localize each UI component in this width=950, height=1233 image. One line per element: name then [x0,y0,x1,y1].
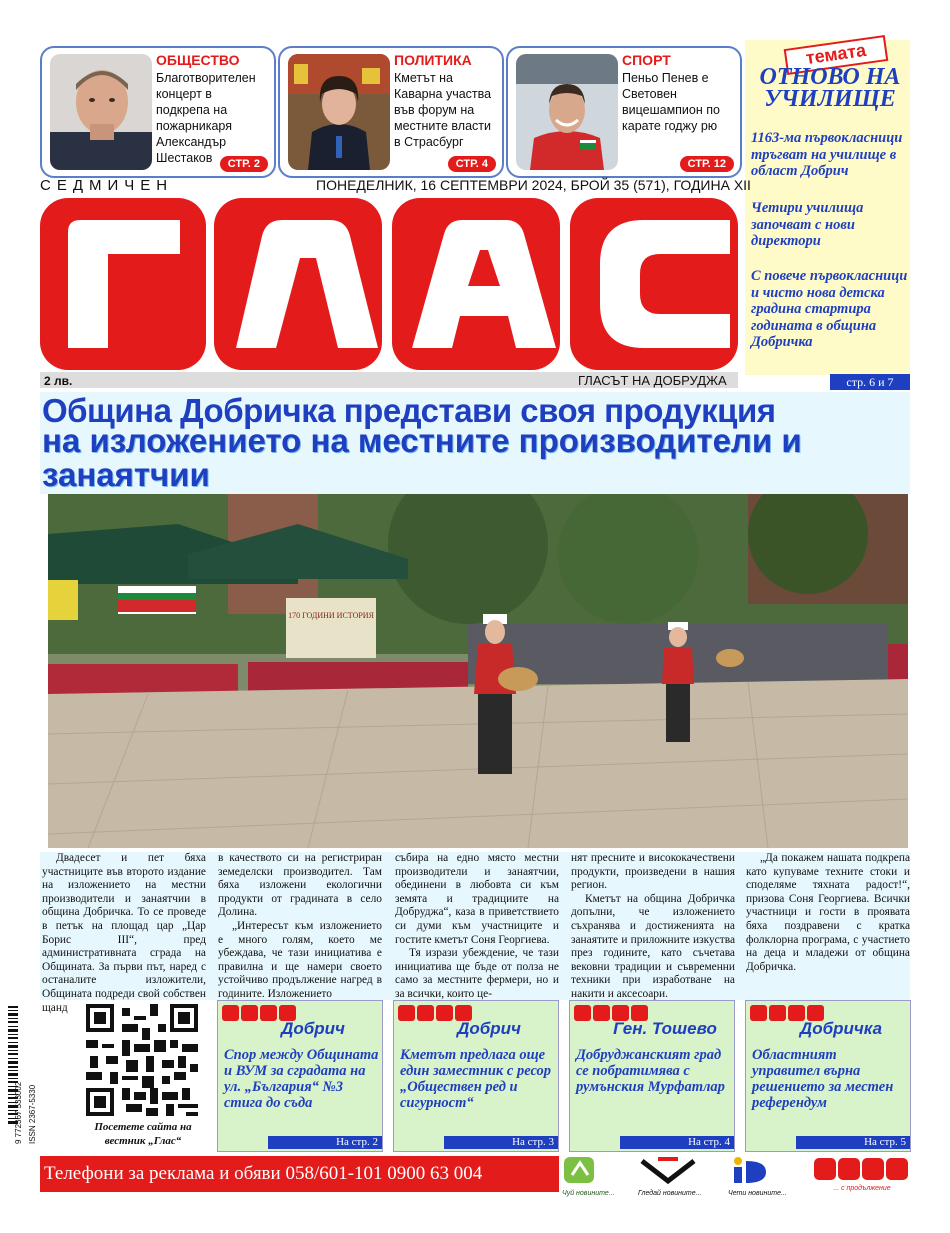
article-paragraph: „Интересът към изложението е много голям, което ме убеждава, че тази инициатива е правилна и ще намери своето устойчиво продължение нагред в годините. Изложението [218,919,382,1000]
article-paragraph: събира на едно място местни производители и занаятчии, обединени в любовта си към земята и традициите на Добруджа“, каза в приветствието си думи към участниците и гостите кметът Соня Георгиева. [395,852,559,946]
headline-line-1[interactable]: Община Добричка представи своя продукция [42,392,776,429]
qr-code[interactable] [86,1004,198,1116]
teaser-category: ОБЩЕСТВО [156,52,240,68]
local-box-ref[interactable]: На стр. 5 [796,1136,910,1149]
local-box-place: Ген. Тошево [613,1019,717,1038]
local-box-ref[interactable]: На стр. 3 [444,1136,558,1149]
masthead-issue: ПОНЕДЕЛНИК, 16 СЕПТЕМВРИ 2024, БРОЙ 35 (571), ГОДИНА XII [316,177,751,193]
article-paragraph: в качеството си на регистриран земеделски производител. Там бяха изложени екологични продукти от градината в село Долина. [218,852,382,919]
temata-page-ref[interactable]: стр. 6 и 7 [830,374,910,390]
local-box-4[interactable] [745,1000,911,1152]
local-box-place: Добрич [457,1019,521,1038]
article-paragraph: „Да покажем нашата подкрепа като купуваме техните стоки и споделяме тяхната радост!“, призова Соня Георгиева. Всички участници и гости в проявата бяха поздравени с кратка фолклорна програма, с участието на деца и младежи от община Добричка. [746,852,910,973]
local-box-story[interactable]: Добруджанският град се побратимява с румънския Мурфатлар [576,1047,725,1095]
article-paragraph: нят пресните и висококачествени продукти, произведени в нашия регион. [571,852,735,892]
temata-headline: ОТНОВО НА УЧИЛИЩЕ [759,64,901,112]
teaser-text: Пеньо Пенев е Световен вицешампион по карате годжу рю [622,71,720,133]
teaser-page[interactable]: СТР. 2 [220,156,268,172]
temata-tag: темата [784,35,889,75]
news-logo-text: Чети новините... [728,1190,787,1197]
masthead-weekly: СЕДМИЧЕН [40,177,174,194]
teaser-page[interactable]: СТР. 4 [448,156,496,172]
local-box-place: Добрич [281,1019,345,1038]
teaser-photo [50,54,152,170]
barcode-number: 9 772367 533002 [14,1081,23,1144]
news-logo-icon [728,1155,768,1185]
local-box-1[interactable] [217,1000,383,1152]
article-paragraph: Тя изрази убеждение, че тази инициатива ще бъде от полза не само за местните фермери, но и за всички, които це- [395,947,559,1000]
qr-caption: Посетете сайта на вестник „Глас“ [94,1121,192,1147]
glas-logo[interactable] [40,198,740,370]
price: 2 лв. [44,374,73,388]
local-box-story[interactable]: Областният управител върна решението за местен референдум [752,1047,894,1111]
teaser-society[interactable] [40,46,276,178]
tv-logo-icon [638,1155,698,1185]
teaser-category: ПОЛИТИКА [394,52,472,68]
issn: ISSN 2367-5330 [28,1084,37,1144]
glas-online-logo-icon [814,1158,910,1180]
local-box-ref[interactable]: На стр. 4 [620,1136,734,1149]
temata-item[interactable]: 1163-ма първокласници тръгват на училище в област Добрич [751,130,903,179]
article-column-1 [42,852,206,1015]
headline-line-3[interactable]: занаятчии [42,456,210,493]
tv-logo[interactable] [638,1155,718,1195]
headline-line-2[interactable]: на изложението на местните производители и [42,422,802,459]
glas-online-logo-text: ... с продължение [833,1185,891,1192]
radio-logo-text: Чуй новините... [562,1190,615,1197]
local-box-2[interactable] [393,1000,559,1152]
news-logo[interactable] [728,1155,808,1195]
temata-item[interactable]: Четири училища започват с нови директори [751,200,864,249]
teaser-page[interactable]: СТР. 12 [680,156,734,172]
teaser-sport[interactable] [506,46,742,178]
teaser-photo [516,54,618,170]
ad-phones[interactable]: Телефони за реклама и обяви 058/601-101 0900 63 004 [40,1156,559,1192]
teaser-category: СПОРТ [622,52,671,68]
slogan: ГЛАСЪТ НА ДОБРУДЖА [578,373,727,388]
article-body [40,852,910,1014]
teaser-politics[interactable] [278,46,504,178]
temata-item[interactable]: С повече първокласници и чисто нова детска градина стартира годината в община Добричка [751,268,908,350]
tv-logo-text: Гледай новините... [638,1190,702,1197]
local-box-story[interactable]: Кметът предлага още един заместник с ресор „Обществен ред и сигурност“ [400,1047,552,1111]
article-column-3 [395,852,559,1002]
temata-panel [745,40,910,375]
article-paragraph: Двадесет и пет бяха участниците във второто издание на изложението на местни производители и занаятчии в община Добричка. То се проведе в петък на площад цар „Цар Борис III“, пред административната сграда на Общината. За първи път, наред с останалите изложители, Общината подреди свой собствен щанд [42,852,206,1014]
local-box-place: Добричка [799,1019,883,1038]
local-box-story[interactable]: Спор между Общината и ВУМ за сградата на ул. „България“ №3 стига до съда [224,1047,379,1111]
article-column-2 [218,852,382,1002]
headline-block [40,392,910,494]
teaser-text: Кметът на Каварна участва във форум на местните власти в Страсбург [394,71,492,149]
teaser-text: Благотворителен концерт в подкрепа на пожарникаря Александър Шестаков [156,71,256,165]
teaser-photo [288,54,390,170]
photo-banner-text: 170 ГОДИНИ ИСТОРИЯ [288,611,374,620]
local-box-3[interactable] [569,1000,735,1152]
local-box-ref[interactable]: На стр. 2 [268,1136,382,1149]
radio-logo[interactable] [562,1155,634,1195]
glas-online-logo[interactable] [814,1158,910,1194]
article-column-4 [571,852,735,1002]
article-column-5 [746,852,910,974]
article-paragraph: Кметът на община Добричка допълни, че изложението съхранява и достиженията на занаятите и приложните изкуства през годините, като съчетава вековни традиции и съвременни техники при изработване на накити и аксесоари. [571,892,735,1000]
main-photo [48,494,908,848]
radio-logo-icon [562,1155,602,1185]
